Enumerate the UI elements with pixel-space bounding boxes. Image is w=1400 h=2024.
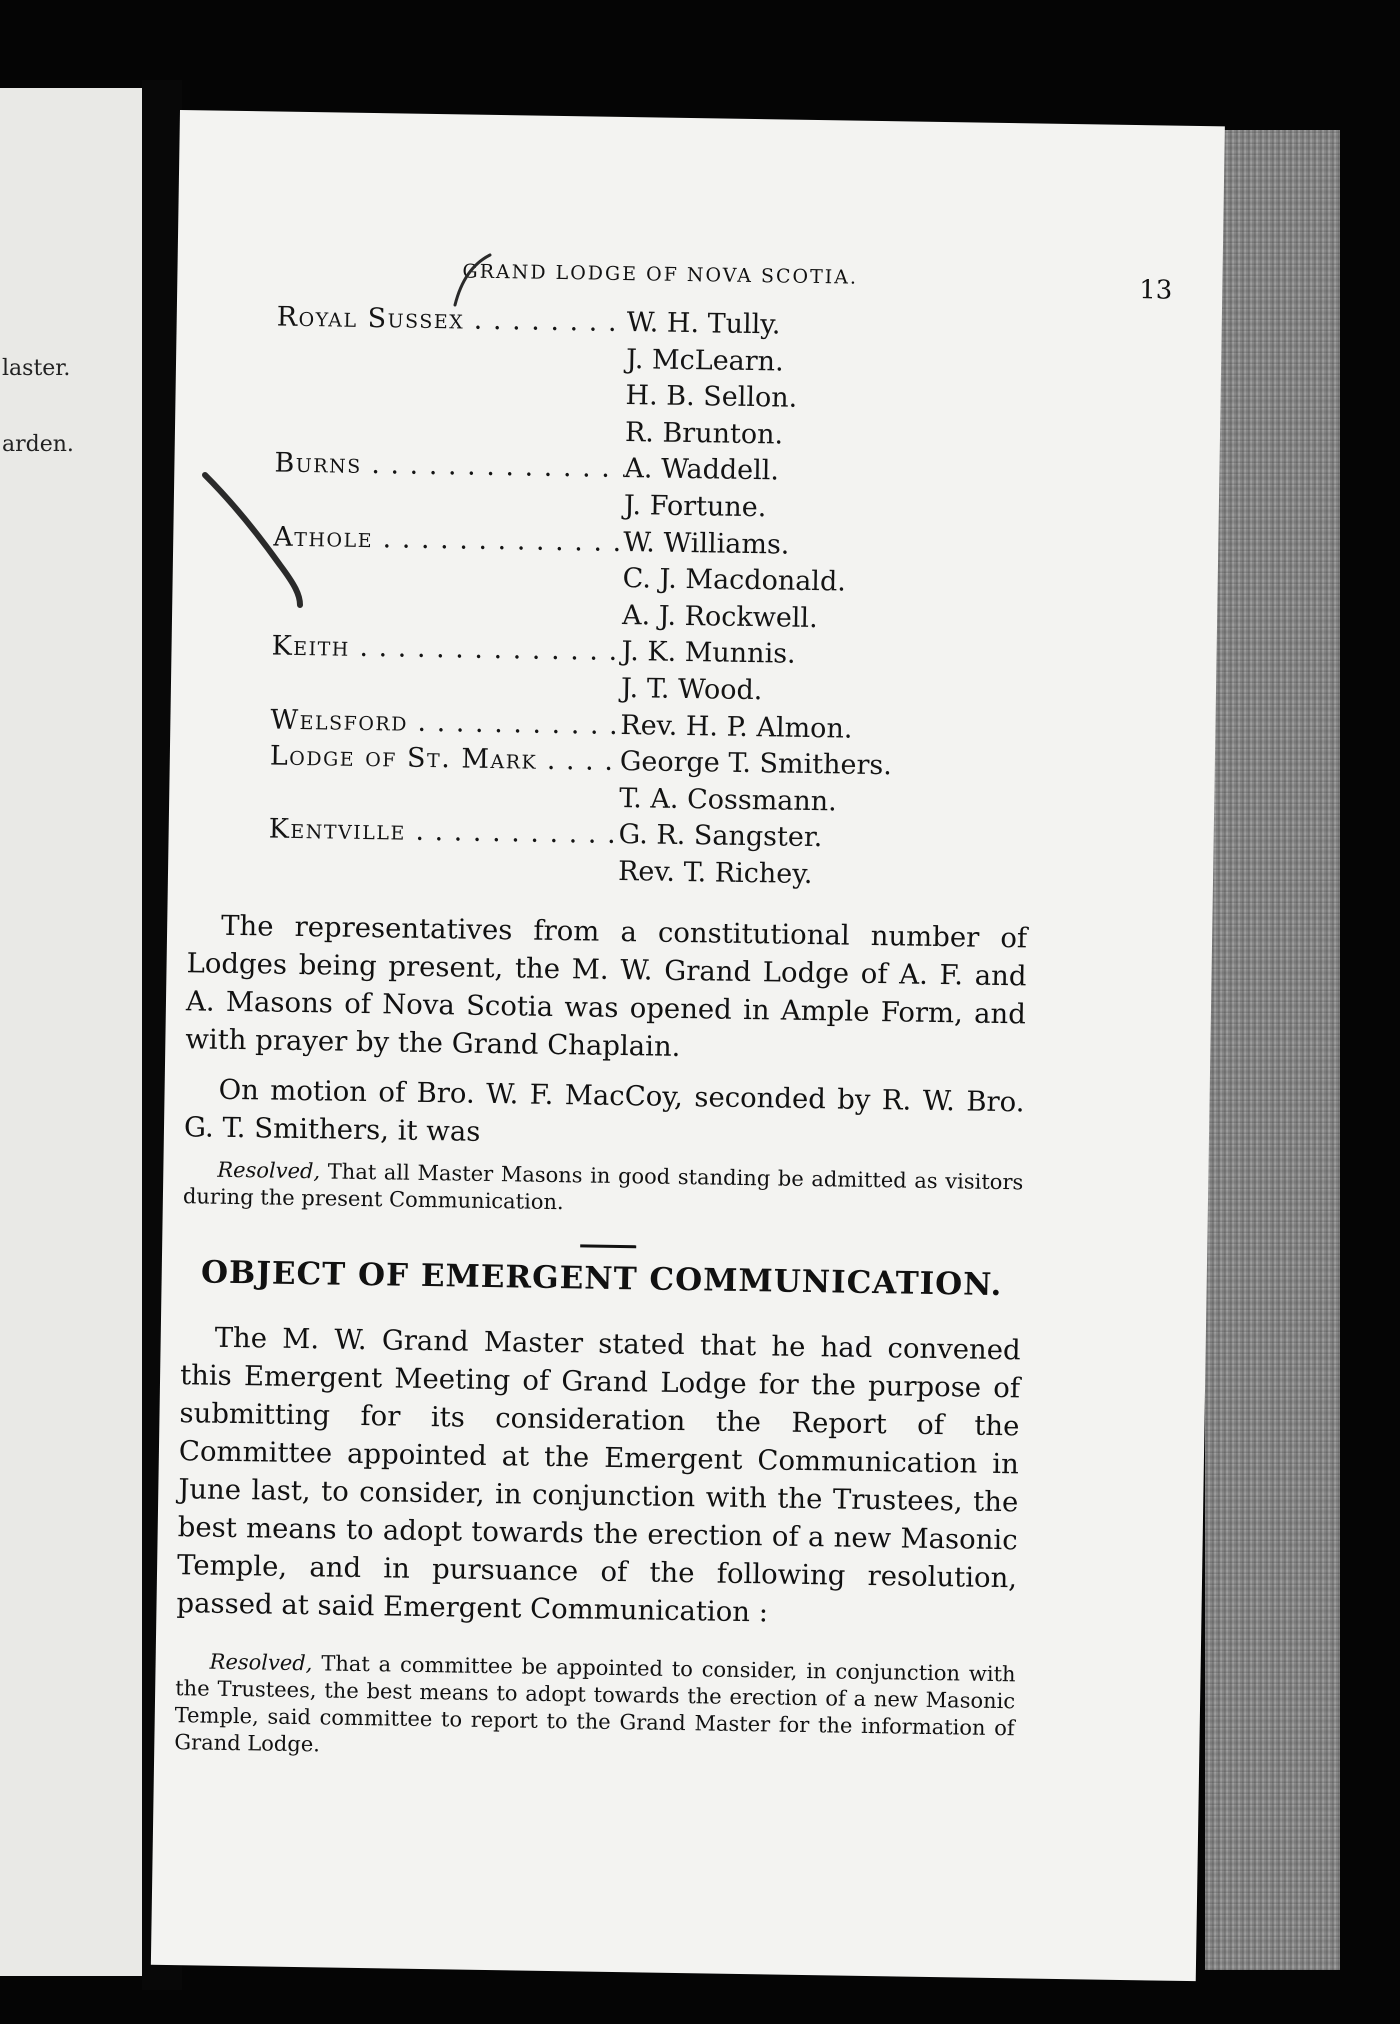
lodge-name (269, 775, 620, 817)
lodge-name (272, 592, 623, 634)
representative-name: A. J. Rockwell. (621, 599, 818, 634)
running-head: GRAND LODGE OF NOVA SCOTIA. (462, 260, 859, 289)
representative-name: W. Williams. (623, 526, 790, 561)
motion-paragraph: On motion of Bro. W. F. MacCoy, seconded by R. W. Bro. G. T. Smithers, it was (183, 1073, 1025, 1148)
representative-name: George T. Smithers. (619, 746, 893, 782)
page-number: 13 (1138, 275, 1173, 306)
facing-page-fragment: arden. (2, 432, 74, 457)
section-divider (580, 1244, 636, 1248)
lodge-name: Welsford . . . (270, 702, 621, 744)
representative-name: C. J. Macdonald. (622, 563, 847, 598)
resolution-committee (174, 1648, 1016, 1769)
representative-name: J. McLearn. (625, 343, 784, 378)
lodge-name (275, 373, 626, 415)
lodge-representatives-list (268, 300, 1057, 898)
resolved-label: Resolved, (209, 1649, 313, 1676)
lodge-name: Athole . . . (273, 519, 624, 561)
facing-page-fragment: laster. (2, 356, 71, 381)
representative-name: H. B. Sellon. (625, 380, 798, 414)
section-heading: OBJECT OF EMERGENT COMMUNICATION. (200, 1254, 1003, 1304)
lodge-name: Burns . . . (274, 446, 625, 488)
representative-name: R. Brunton. (624, 416, 784, 451)
representative-name: J. K. Munnis. (621, 636, 796, 671)
representative-name: G. R. Sangster. (618, 819, 823, 854)
representative-name: Rev. T. Richey. (617, 855, 813, 890)
lodge-name (268, 848, 619, 890)
lodge-name (271, 665, 622, 707)
representative-name: T. A. Cossmann. (619, 782, 838, 818)
pen-stroke-mark (200, 470, 320, 610)
resolution-text: That all Master Masons in good standing be admitted as visitors during the present Communication. (182, 1159, 1024, 1215)
representative-name: A. Waddell. (624, 453, 780, 487)
representative-name: J. Fortune. (623, 489, 767, 524)
resolved-label: Resolved, (217, 1157, 321, 1184)
representative-name: W. H. Tully. (626, 307, 781, 341)
lodge-name (275, 409, 626, 451)
lodge-name: Kentville . . . (268, 812, 619, 854)
opening-paragraph: The representatives from a constitutional number of Lodges being present, the M. W. Grand Lodge of A. F. and A. Masons of Nova Scotia was opened in Ample Form, and with prayer by the Grand Chaplain. (185, 909, 1028, 1063)
grand-master-statement: The M. W. Grand Master stated that he had convened this Emergent Meeting of Grand Lodge for the purpose of submitting for its consideration the Report of the Committee appointed at the Emergent Communication in June last, to consider, in conjunction with the Trustees, the best means to adopt towards the erection of a new Masonic Temple, and in pursuance of the following resolution, passed at said Emergent Communication : (176, 1321, 1021, 1629)
lodge-name: Keith . . . (271, 629, 622, 671)
page-edges (1205, 130, 1340, 1970)
book-page (151, 110, 1225, 1981)
resolution-text: That a committee be appointed to consider, in conjunction with the Trustees, the best means to adopt towards the erection of a new Masonic Temple, said committee to report to the Grand Master for the information of Grand Lodge. (174, 1651, 1016, 1757)
lodge-name: Royal Sussex . . . (276, 300, 627, 342)
representative-name: Rev. H. P. Almon. (620, 709, 853, 745)
lodge-name (274, 482, 625, 524)
facing-page (0, 88, 148, 1976)
lodge-name (276, 336, 627, 378)
lodge-name: Lodge of St. Mark . . . (270, 739, 621, 781)
representative-name: J. T. Wood. (620, 672, 763, 707)
resolution-visitors (183, 1156, 1024, 1223)
pen-tick-mark (445, 250, 505, 310)
lodge-name (272, 556, 623, 598)
